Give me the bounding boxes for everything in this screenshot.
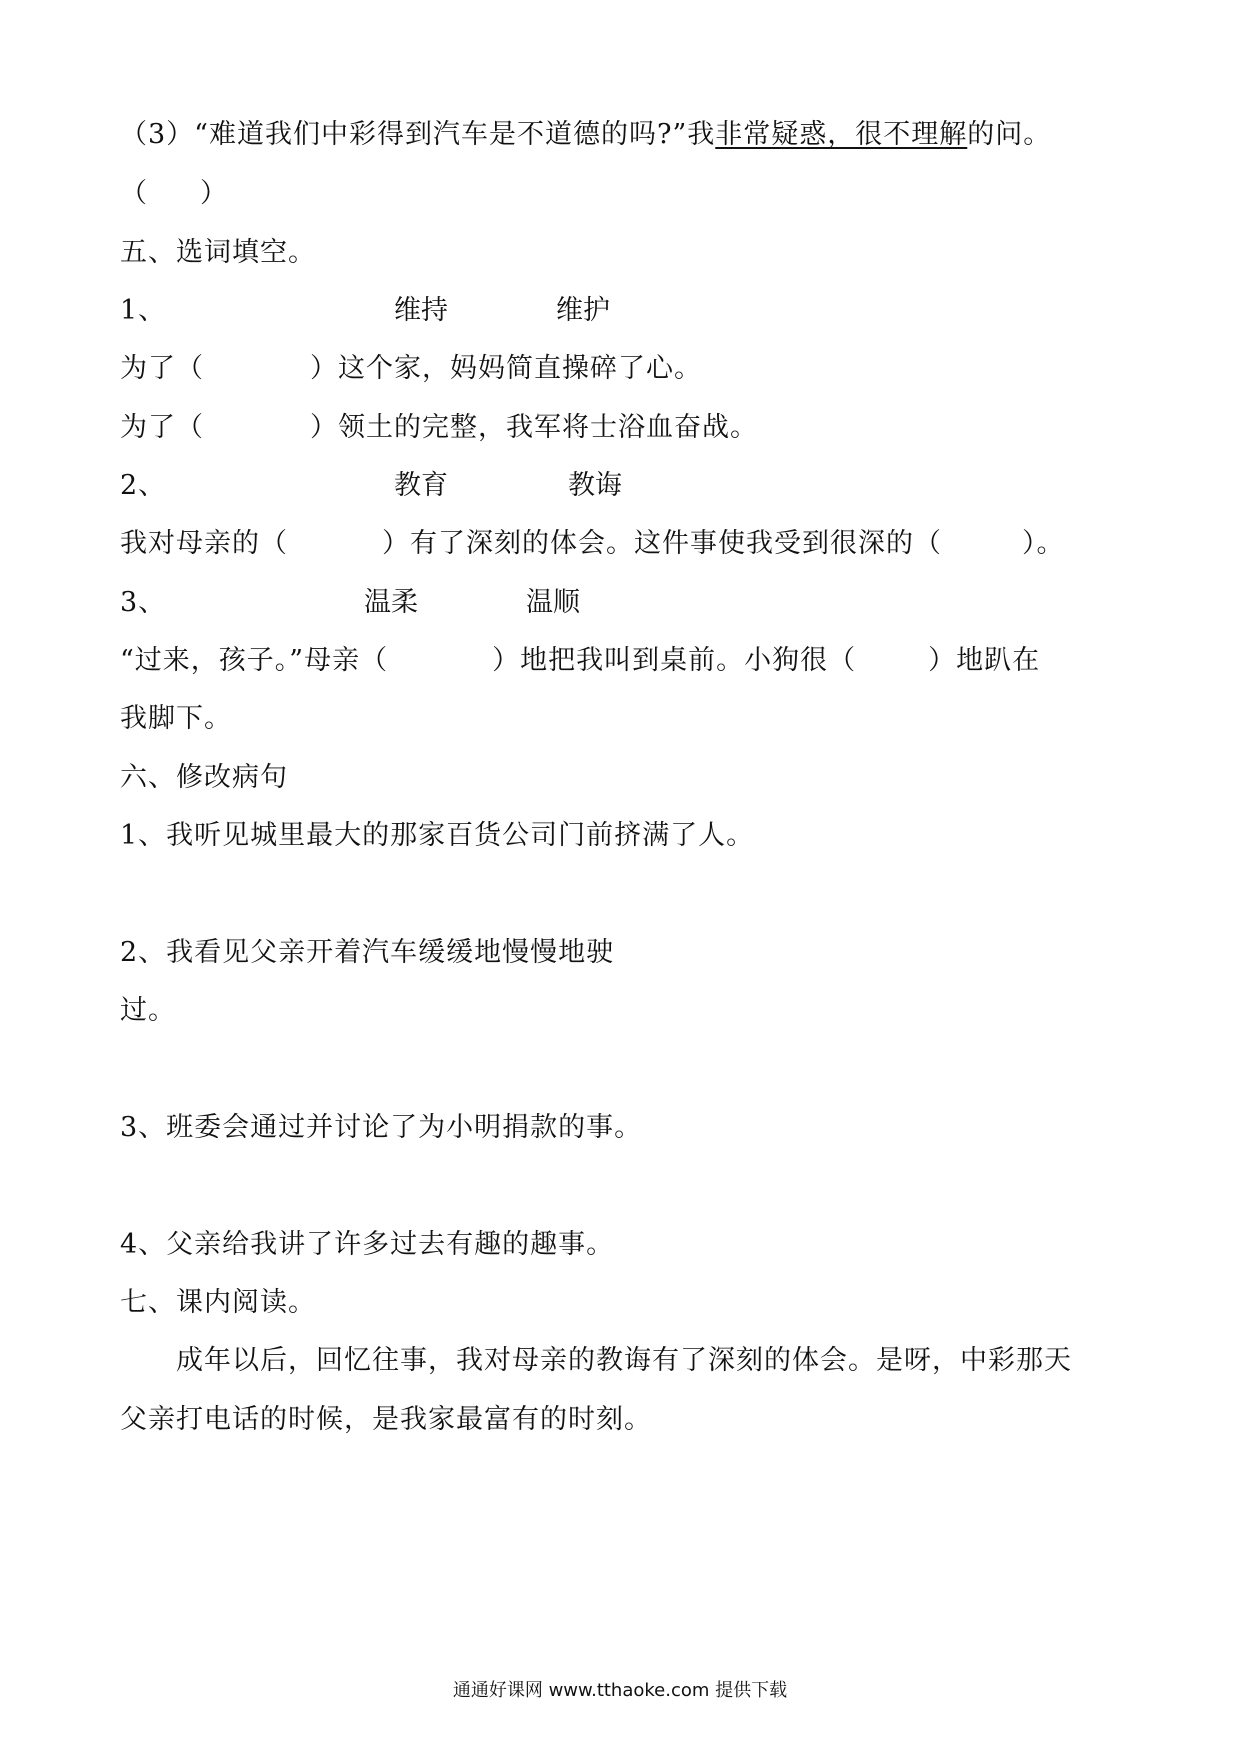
q4-3-answer-blank[interactable] [120,177,228,211]
q4-3-sentence [120,118,1051,152]
section7-title: 七、课内阅读。 [120,1287,316,1318]
s5-group1-num: 1、 [120,295,167,326]
s6-item2-cont: 过。 [120,995,176,1026]
s5-group1-opt2: 维护 [556,295,610,326]
s5-group1-opt1: 维持 [394,295,448,326]
s5-group2-sentence1: 我对母亲的（ ）有了深刻的体会。这件事使我受到很深的（ ）。 [120,528,1065,559]
paren-open: （ [120,178,148,209]
s6-item3: 3、班委会通过并讨论了为小明捐款的事。 [120,1112,643,1143]
s6-item1: 1、我听见城里最大的那家百货公司门前挤满了人。 [120,820,755,851]
s5-group2-opt2: 教诲 [568,470,622,501]
s5-group2-num: 2、 [120,470,167,501]
s5-group3-num: 3、 [120,587,167,618]
s5-group1-sentence2: 为了（ ）领土的完整，我军将士浴血奋战。 [120,412,758,443]
q4-3-underlined: 非常疑惑，很不理解 [715,119,968,150]
section5-title: 五、选词填空。 [120,237,316,268]
footer-download-note: 通通好课网 www.tthaoke.com 提供下载 [452,1680,788,1701]
q4-3-prefix: （3）“难道我们中彩得到汽车是不道德的吗?”我 [120,119,716,150]
section6-title: 六、修改病句 [120,762,288,793]
s5-group3-sentence1-cont: 我脚下。 [120,703,232,734]
s5-group3-opt2: 温顺 [526,587,580,618]
s6-item4: 4、父亲给我讲了许多过去有趣的趣事。 [120,1229,615,1260]
s6-item2: 2、我看见父亲开着汽车缓缓地慢慢地驶 [120,937,615,968]
paren-close: ） [200,178,228,209]
q4-3-suffix: 的问。 [967,119,1052,150]
s7-paragraph-line1: 成年以后，回忆往事，我对母亲的教诲有了深刻的体会。是呀，中彩那天 [176,1345,1072,1376]
s5-group3-sentence1: “过来，孩子。”母亲（ ）地把我叫到桌前。小狗很（ ）地趴在 [120,645,1041,676]
s5-group1-sentence1: 为了（ ）这个家，妈妈简直操碎了心。 [120,353,702,384]
s5-group3-opt1: 温柔 [364,587,418,618]
s7-paragraph-line2: 父亲打电话的时候，是我家最富有的时刻。 [120,1404,652,1435]
s5-group2-opt1: 教育 [394,470,448,501]
